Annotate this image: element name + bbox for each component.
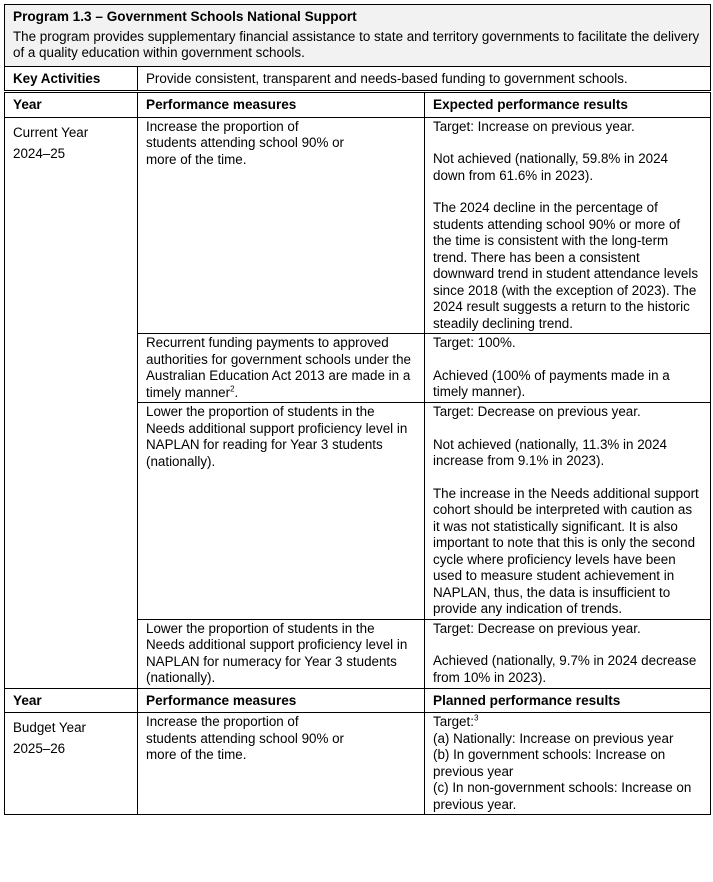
- column-header-results: Expected performance results: [425, 92, 711, 118]
- target-text: Target: Increase on previous year.: [433, 118, 635, 134]
- result-cell: [425, 403, 711, 620]
- footnote-marker: 3: [473, 713, 479, 723]
- key-activities-text: Provide consistent, transparent and needs-based funding to government schools.: [138, 66, 711, 92]
- target-item: (b) In government schools: Increase on previous year: [433, 747, 666, 779]
- year-label: Current Year: [13, 124, 89, 140]
- program-performance-table: [4, 4, 711, 815]
- result-text: Not achieved (nationally, 11.3% in 2024 increase from 9.1% in 2023).: [433, 436, 667, 468]
- year-value: 2024–25: [13, 145, 66, 161]
- program-title: Program 1.3 – Government Schools National Support: [13, 9, 357, 24]
- current-header-row: [5, 92, 711, 118]
- measure-cell: [138, 117, 425, 334]
- result-text: Achieved (100% of payments made in a timely manner).: [433, 367, 670, 399]
- result-text: Achieved (nationally, 9.7% in 2024 decrease from 10% in 2023).: [433, 653, 697, 685]
- column-header-measures: Performance measures: [138, 688, 425, 713]
- measure-cell: Recurrent funding payments to approved authorities for government schools under the Australian Education Act 2013 are made in a timely manner$^2$.: [138, 334, 425, 403]
- target-item: (a) Nationally: Increase on previous year: [433, 730, 674, 746]
- result-note: The increase in the Needs additional support cohort should be interpreted with caution as it was not statistically significant. It is also important to note that this is only the second cycle where proficiency levels have been used to measure student achievement in NAPLAN, thus, the data is insufficient to provide any indication of trends.: [433, 485, 699, 616]
- document-page: [4, 4, 710, 815]
- result-cell: [425, 713, 711, 815]
- table-row: [5, 117, 711, 334]
- target-text: Target: Decrease on previous year.: [433, 404, 641, 419]
- measure-text: Lower the proportion of students in the Needs additional support proficiency level in NAPLAN for numeracy for Year 3 students (nationally).: [146, 620, 408, 685]
- year-cell-current: [5, 117, 138, 688]
- key-activities-label: Key Activities: [5, 66, 138, 92]
- target-item: (c) In non-government schools: Increase on previous year.: [433, 780, 692, 812]
- key-activities-row: [5, 66, 711, 92]
- measure-cell: [138, 713, 425, 815]
- program-header-cell: [5, 5, 711, 67]
- measure-text: Increase the proportion of students attending school 90% or more of the time.: [146, 118, 345, 167]
- table-row: [5, 713, 711, 815]
- column-header-measures: Performance measures: [138, 92, 425, 118]
- result-cell: [425, 117, 711, 334]
- measure-cell: [138, 403, 425, 620]
- year-label: Budget Year: [13, 720, 86, 735]
- result-cell: [425, 619, 711, 688]
- result-cell: [425, 334, 711, 403]
- measure-text: Recurrent funding payments to approved authorities for government schools under the Australian Education Act 2013 are made in a timely manner: [146, 335, 411, 400]
- column-header-results: Planned performance results: [425, 688, 711, 713]
- program-description: The program provides supplementary financial assistance to state and territory governments to facilitate the delivery of a quality education within government schools.: [13, 28, 700, 60]
- year-value: 2025–26: [13, 741, 66, 756]
- measure-text: Increase the proportion of students attending school 90% or more of the time.: [146, 714, 345, 762]
- column-header-year: Year: [5, 92, 138, 118]
- target-text: Target:$^3$: [433, 713, 479, 729]
- column-header-year: Year: [5, 688, 138, 713]
- target-text: Target: 100%.: [433, 335, 516, 350]
- year-cell-budget: [5, 713, 138, 815]
- result-text: Not achieved (nationally, 59.8% in 2024 down from 61.6% in 2023).: [433, 151, 668, 183]
- program-header-row: [5, 5, 711, 67]
- measure-cell: [138, 619, 425, 688]
- target-text: Target: Decrease on previous year.: [433, 620, 641, 636]
- footnote-marker: 2: [230, 384, 235, 394]
- measure-text: Lower the proportion of students in the Needs additional support proficiency level in NAPLAN for reading for Year 3 students (nationally).: [146, 404, 408, 469]
- result-note: The 2024 decline in the percentage of students attending school 90% or more of the time is consistent with the long-term trend. There has been a consistent downward trend in student attendance levels since 2018 (with the exception of 2023). The 2024 result suggests a return to the historic steadily declining trend.: [433, 200, 699, 331]
- budget-header-row: [5, 688, 711, 713]
